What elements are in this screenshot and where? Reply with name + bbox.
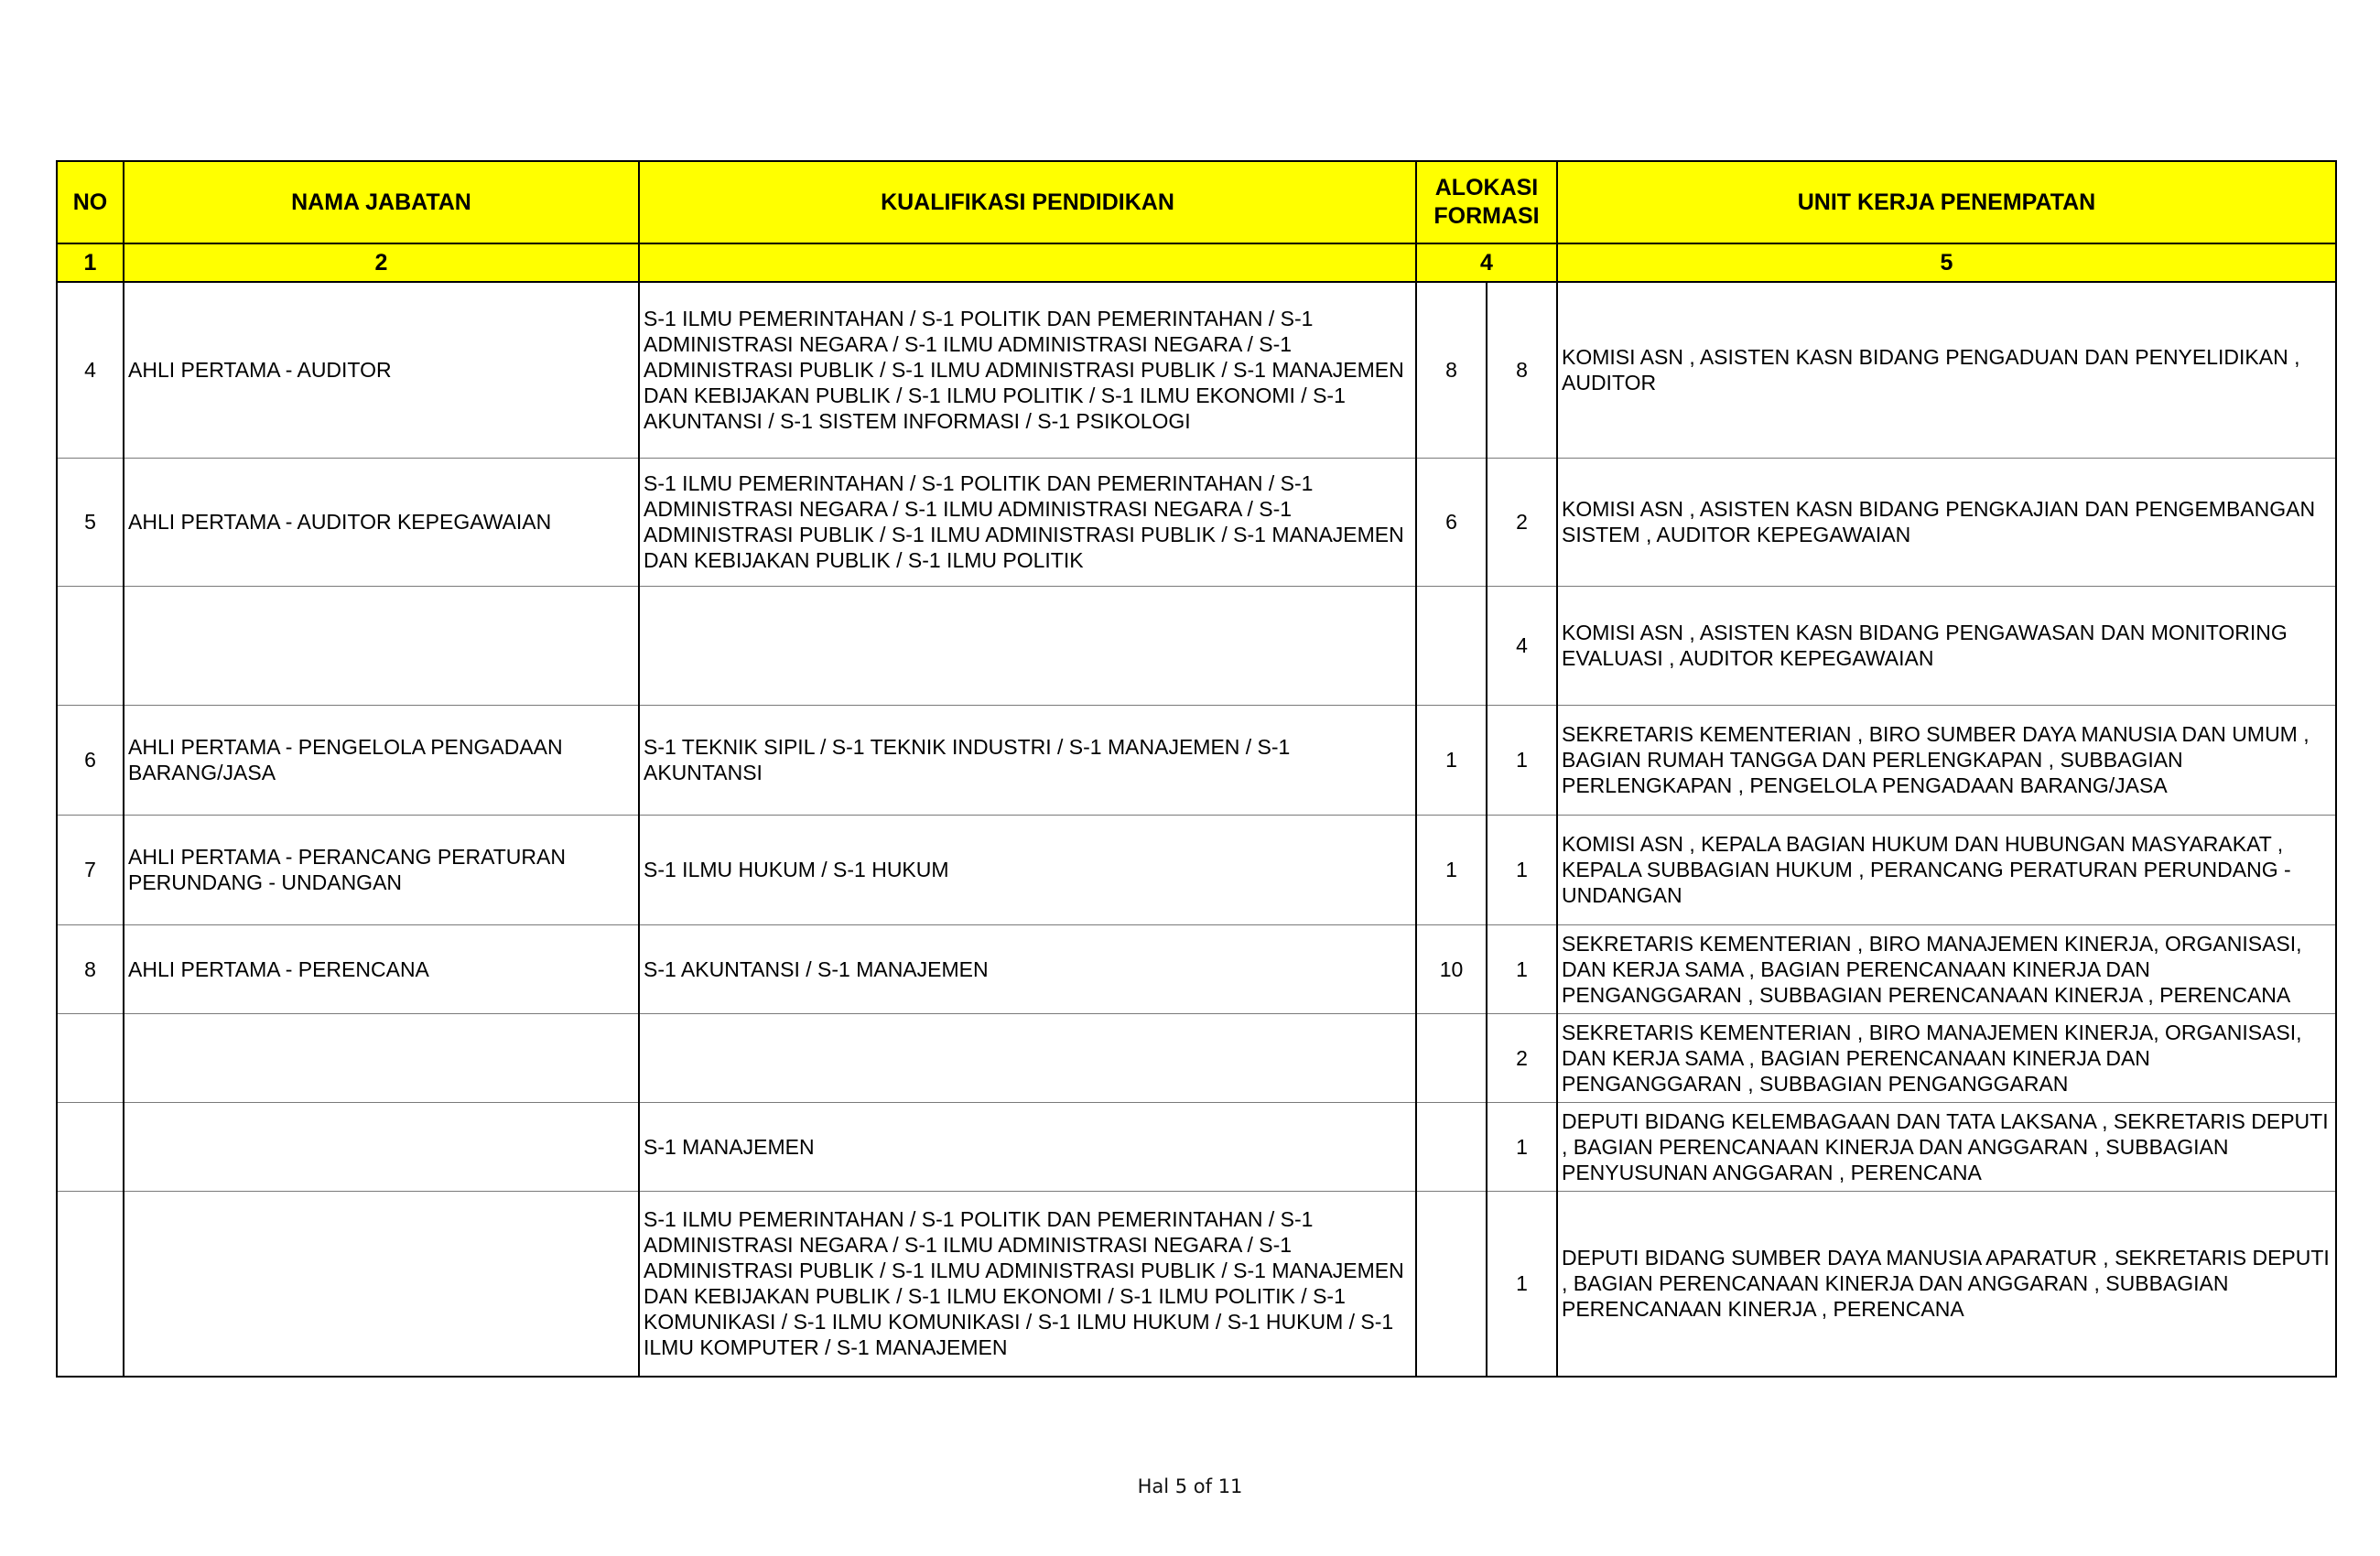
table-row [57, 924, 2336, 1013]
cell-nama-jabatan [124, 586, 639, 705]
cell-alokasi-total: 6 [1416, 458, 1487, 586]
cell-no [57, 1191, 124, 1377]
cell-unit-kerja: KOMISI ASN , KEPALA BAGIAN HUKUM DAN HUBUNGAN MASYARAKAT , KEPALA SUBBAGIAN HUKUM , PERANCANG PERATURAN PERUNDANG - UNDANGAN [1557, 815, 2336, 924]
cell-unit-kerja: SEKRETARIS KEMENTERIAN , BIRO MANAJEMEN KINERJA, ORGANISASI, DAN KERJA SAMA , BAGIAN PERENCANAAN KINERJA DAN PENGANGGARAN , SUBBAGIAN PERENCANAAN KINERJA , PERENCANA [1557, 924, 2336, 1013]
page-number: Hal 5 of 11 [1137, 1475, 1243, 1497]
cell-nama-jabatan: AHLI PERTAMA - PENGELOLA PENGADAAN BARANG/JASA [124, 705, 639, 815]
header-row [57, 161, 2336, 243]
table-header [57, 161, 2336, 282]
cell-alokasi-total [1416, 1102, 1487, 1191]
table-row [57, 815, 2336, 924]
cell-alokasi-unit: 4 [1487, 586, 1557, 705]
cell-nama-jabatan [124, 1191, 639, 1377]
column-index-row [57, 243, 2336, 282]
index-nama-jabatan: 2 [124, 243, 639, 282]
cell-kualifikasi: S-1 ILMU PEMERINTAHAN / S-1 POLITIK DAN PEMERINTAHAN / S-1 ADMINISTRASI NEGARA / S-1 ILMU ADMINISTRASI NEGARA / S-1 ADMINISTRASI PUBLIK / S-1 ILMU ADMINISTRASI PUBLIK / S-1 MANAJEMEN DAN KEBIJAKAN PUBLIK / S-1 ILMU POLITIK / S-1 ILMU EKONOMI / S-1 AKUNTANSI / S-1 SISTEM INFORMASI / S-1 PSIKOLOGI [639, 282, 1416, 458]
header-nama-jabatan: NAMA JABATAN [124, 161, 639, 243]
cell-nama-jabatan: AHLI PERTAMA - AUDITOR [124, 282, 639, 458]
cell-no: 7 [57, 815, 124, 924]
header-no: NO [57, 161, 124, 243]
table-row [57, 1102, 2336, 1191]
cell-no: 4 [57, 282, 124, 458]
header-unit-kerja-penempatan: UNIT KERJA PENEMPATAN [1557, 161, 2336, 243]
header-kualifikasi-pendidikan: KUALIFIKASI PENDIDIKAN [639, 161, 1416, 243]
cell-kualifikasi: S-1 AKUNTANSI / S-1 MANAJEMEN [639, 924, 1416, 1013]
formasi-table-container [56, 160, 2335, 1378]
cell-no [57, 1013, 124, 1102]
cell-nama-jabatan [124, 1102, 639, 1191]
cell-alokasi-unit: 1 [1487, 924, 1557, 1013]
cell-alokasi-unit: 1 [1487, 1102, 1557, 1191]
cell-kualifikasi [639, 586, 1416, 705]
cell-nama-jabatan [124, 1013, 639, 1102]
cell-unit-kerja: KOMISI ASN , ASISTEN KASN BIDANG PENGKAJIAN DAN PENGEMBANGAN SISTEM , AUDITOR KEPEGAWAIAN [1557, 458, 2336, 586]
cell-nama-jabatan: AHLI PERTAMA - AUDITOR KEPEGAWAIAN [124, 458, 639, 586]
cell-no: 8 [57, 924, 124, 1013]
cell-alokasi-total: 1 [1416, 705, 1487, 815]
cell-kualifikasi: S-1 ILMU PEMERINTAHAN / S-1 POLITIK DAN PEMERINTAHAN / S-1 ADMINISTRASI NEGARA / S-1 ILMU ADMINISTRASI NEGARA / S-1 ADMINISTRASI PUBLIK / S-1 ILMU ADMINISTRASI PUBLIK / S-1 MANAJEMEN DAN KEBIJAKAN PUBLIK / S-1 ILMU EKONOMI / S-1 ILMU POLITIK / S-1 KOMUNIKASI / S-1 ILMU KOMUNIKASI / S-1 ILMU HUKUM / S-1 HUKUM / S-1 ILMU KOMPUTER / S-1 MANAJEMEN [639, 1191, 1416, 1377]
index-no: 1 [57, 243, 124, 282]
cell-no [57, 1102, 124, 1191]
cell-alokasi-unit: 1 [1487, 1191, 1557, 1377]
index-kualifikasi [639, 243, 1416, 282]
index-alokasi: 4 [1416, 243, 1557, 282]
cell-alokasi-unit: 2 [1487, 458, 1557, 586]
index-unit-kerja: 5 [1557, 243, 2336, 282]
cell-unit-kerja: KOMISI ASN , ASISTEN KASN BIDANG PENGADUAN DAN PENYELIDIKAN , AUDITOR [1557, 282, 2336, 458]
cell-no [57, 586, 124, 705]
cell-kualifikasi: S-1 ILMU HUKUM / S-1 HUKUM [639, 815, 1416, 924]
cell-kualifikasi: S-1 TEKNIK SIPIL / S-1 TEKNIK INDUSTRI / S-1 MANAJEMEN / S-1 AKUNTANSI [639, 705, 1416, 815]
cell-alokasi-total: 8 [1416, 282, 1487, 458]
cell-alokasi-unit: 8 [1487, 282, 1557, 458]
cell-unit-kerja: KOMISI ASN , ASISTEN KASN BIDANG PENGAWASAN DAN MONITORING EVALUASI , AUDITOR KEPEGAWAIAN [1557, 586, 2336, 705]
table-row [57, 458, 2336, 586]
cell-unit-kerja: DEPUTI BIDANG KELEMBAGAAN DAN TATA LAKSANA , SEKRETARIS DEPUTI , BAGIAN PERENCANAAN KINERJA DAN ANGGARAN , SUBBAGIAN PENYUSUNAN ANGGARAN , PERENCANA [1557, 1102, 2336, 1191]
cell-alokasi-unit: 1 [1487, 815, 1557, 924]
cell-alokasi-total: 10 [1416, 924, 1487, 1013]
cell-no: 5 [57, 458, 124, 586]
cell-alokasi-total: 1 [1416, 815, 1487, 924]
table-row [57, 282, 2336, 458]
cell-alokasi-unit: 2 [1487, 1013, 1557, 1102]
cell-alokasi-total [1416, 586, 1487, 705]
cell-unit-kerja: SEKRETARIS KEMENTERIAN , BIRO MANAJEMEN KINERJA, ORGANISASI, DAN KERJA SAMA , BAGIAN PERENCANAAN KINERJA DAN PENGANGGARAN , SUBBAGIAN PENGANGGARAN [1557, 1013, 2336, 1102]
cell-unit-kerja: DEPUTI BIDANG SUMBER DAYA MANUSIA APARATUR , SEKRETARIS DEPUTI , BAGIAN PERENCANAAN KINERJA DAN ANGGARAN , SUBBAGIAN PERENCANAAN KINERJA , PERENCANA [1557, 1191, 2336, 1377]
table-row [57, 1013, 2336, 1102]
cell-alokasi-total [1416, 1013, 1487, 1102]
header-alokasi-formasi: ALOKASI FORMASI [1416, 161, 1557, 243]
cell-nama-jabatan: AHLI PERTAMA - PERANCANG PERATURAN PERUNDANG - UNDANGAN [124, 815, 639, 924]
cell-unit-kerja: SEKRETARIS KEMENTERIAN , BIRO SUMBER DAYA MANUSIA DAN UMUM , BAGIAN RUMAH TANGGA DAN PERLENGKAPAN , SUBBAGIAN PERLENGKAPAN , PENGELOLA PENGADAAN BARANG/JASA [1557, 705, 2336, 815]
cell-no: 6 [57, 705, 124, 815]
cell-kualifikasi: S-1 MANAJEMEN [639, 1102, 1416, 1191]
formasi-table [56, 160, 2337, 1378]
table-body [57, 282, 2336, 1377]
table-row [57, 1191, 2336, 1377]
cell-kualifikasi [639, 1013, 1416, 1102]
cell-kualifikasi: S-1 ILMU PEMERINTAHAN / S-1 POLITIK DAN PEMERINTAHAN / S-1 ADMINISTRASI NEGARA / S-1 ILMU ADMINISTRASI NEGARA / S-1 ADMINISTRASI PUBLIK / S-1 ILMU ADMINISTRASI PUBLIK / S-1 MANAJEMEN DAN KEBIJAKAN PUBLIK / S-1 ILMU POLITIK [639, 458, 1416, 586]
cell-alokasi-total [1416, 1191, 1487, 1377]
table-row [57, 705, 2336, 815]
cell-nama-jabatan: AHLI PERTAMA - PERENCANA [124, 924, 639, 1013]
cell-alokasi-unit: 1 [1487, 705, 1557, 815]
table-row [57, 586, 2336, 705]
